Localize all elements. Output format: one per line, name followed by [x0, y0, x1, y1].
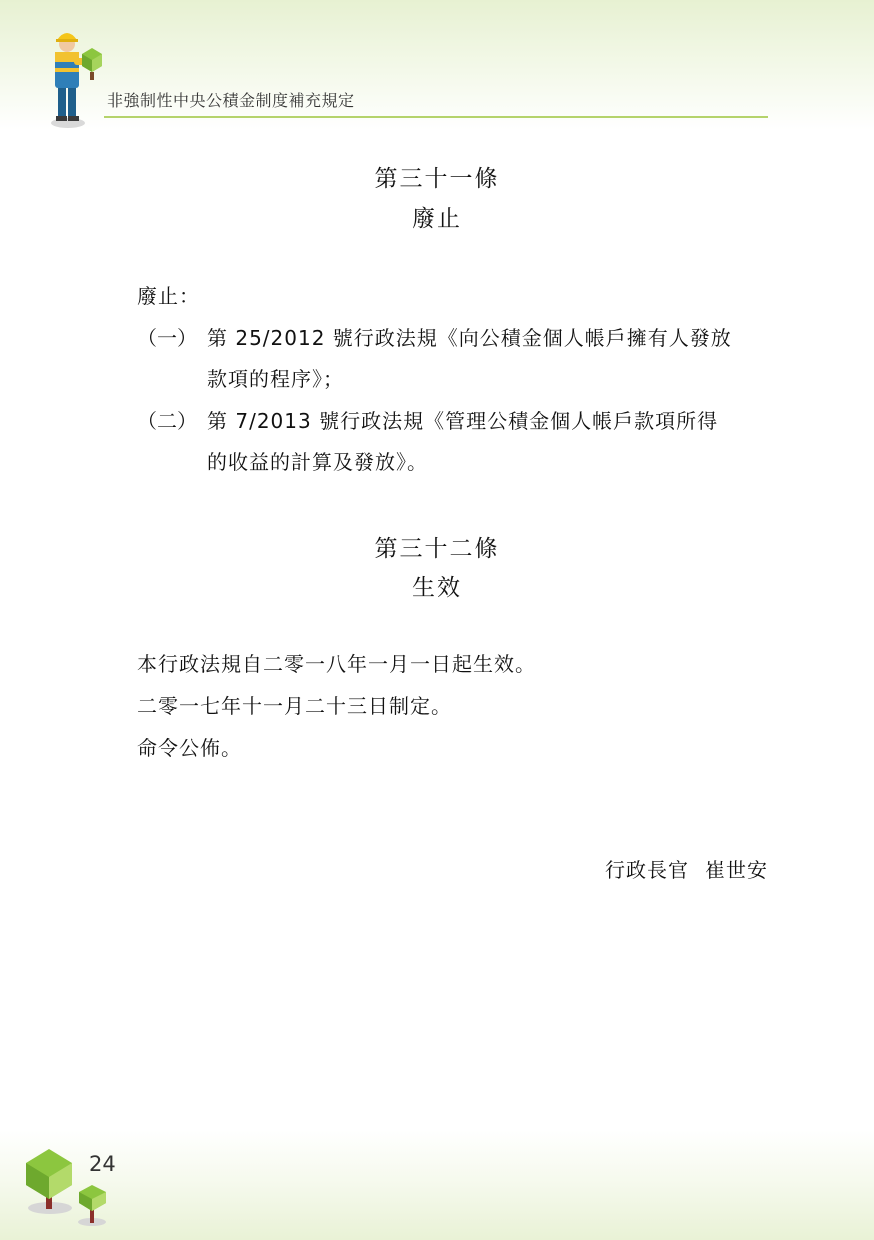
header-divider	[104, 116, 768, 118]
page-number: 24	[89, 1152, 116, 1176]
list-item-2-marker: （二）	[137, 409, 197, 433]
article-32-line-2: 二零一七年十一月二十三日制定。	[137, 694, 452, 718]
article-31-intro: 廢止：	[137, 284, 200, 308]
signature-role: 行政長官	[605, 858, 689, 882]
footer-background	[0, 1130, 874, 1240]
article-32-title: 生效	[412, 575, 462, 601]
list-item-1-marker: （一）	[137, 326, 197, 350]
signature-name: 崔世安	[705, 858, 768, 882]
list-item-2-line-1: 第 7/2013 號行政法規《管理公積金個人帳戶款項所得	[207, 409, 719, 433]
article-32-number: 第三十二條	[374, 536, 500, 562]
article-32-line-1: 本行政法規自二零一八年一月一日起生效。	[137, 652, 536, 676]
list-item-1-line-2: 款項的程序》；	[207, 367, 344, 391]
signature-block	[605, 854, 768, 883]
document-header-title: 非強制性中央公積金制度補充規定	[107, 91, 355, 110]
list-item-1-line-1: 第 25/2012 號行政法規《向公積金個人帳戶擁有人發放	[207, 326, 732, 350]
construction-worker-icon	[44, 24, 106, 130]
article-32-line-3: 命令公佈。	[137, 736, 242, 760]
article-31-number: 第三十一條	[374, 166, 500, 192]
list-item-2-line-2: 的收益的計算及發放》。	[207, 450, 428, 474]
article-31-title: 廢止	[412, 206, 462, 232]
